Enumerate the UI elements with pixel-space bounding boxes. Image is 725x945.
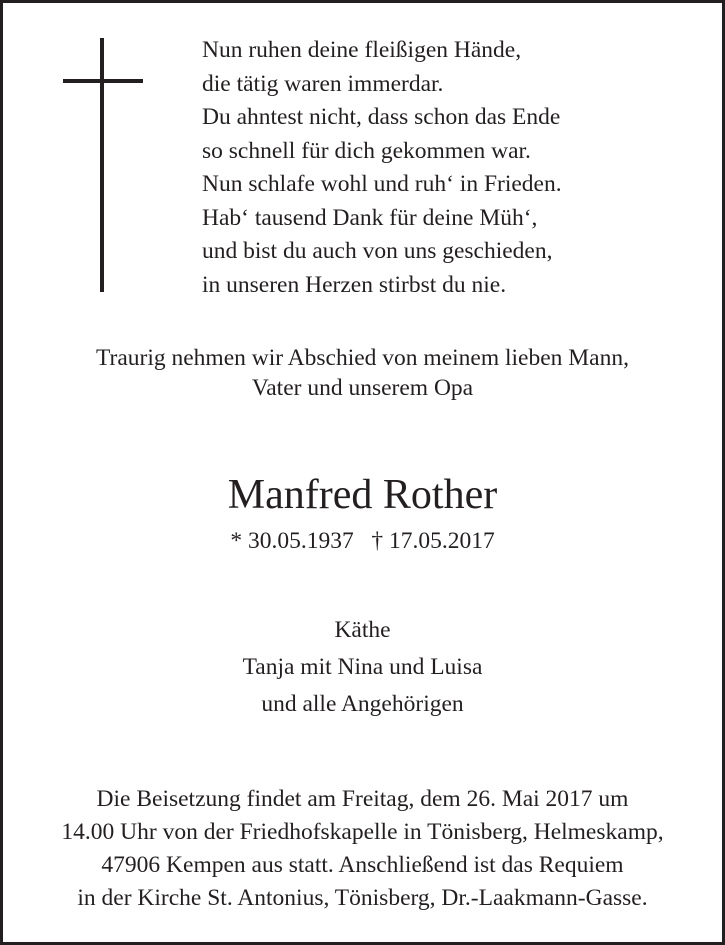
burial-line: in der Kirche St. Antonius, Tönisberg, Dr.-Laakmann-Gasse. <box>77 885 648 911</box>
poem-line: Hab‘ tausend Dank für deine Müh‘, <box>202 204 538 231</box>
intro-text <box>0 343 725 403</box>
burial-info <box>0 783 725 915</box>
poem-line: und bist du auch von uns geschieden, <box>202 238 553 264</box>
poem-line: so schnell für dich gekommen war. <box>202 137 531 164</box>
cross-vertical-bar <box>100 38 104 292</box>
poem-line: Nun ruhen deine fleißigen Hände, <box>202 37 522 63</box>
poem-line: in unseren Herzen stirbst du nie. <box>202 271 507 298</box>
burial-line: 47906 Kempen aus statt. Anschließend ist das Requiem <box>101 852 624 878</box>
poem-line: Nun schlafe wohl und ruh‘ in Frieden. <box>202 171 562 197</box>
cross-horizontal-bar <box>63 79 143 83</box>
life-dates: * 30.05.1937 † 17.05.2017 <box>230 528 495 554</box>
burial-line: 14.00 Uhr von der Friedhofskapelle in Tönisberg, Helmeskamp, <box>61 819 664 845</box>
poem-line: die tätig waren immerdar. <box>202 70 444 97</box>
poem-line: Du ahntest nicht, dass schon das Ende <box>202 104 561 130</box>
family-line: Käthe <box>334 617 391 643</box>
family-line: und alle Angehörigen <box>261 691 464 717</box>
deceased-name: Manfred Rother <box>227 472 498 518</box>
intro-line: Vater und unserem Opa <box>251 375 474 401</box>
intro-line: Traurig nehmen wir Abschied von meinem lieben Mann, <box>95 345 629 371</box>
family-line: Tanja mit Nina und Luisa <box>242 654 483 680</box>
family-list <box>0 612 725 723</box>
burial-line: Die Beisetzung findet am Freitag, dem 26. Mai 2017 um <box>96 786 629 812</box>
poem <box>202 34 562 302</box>
